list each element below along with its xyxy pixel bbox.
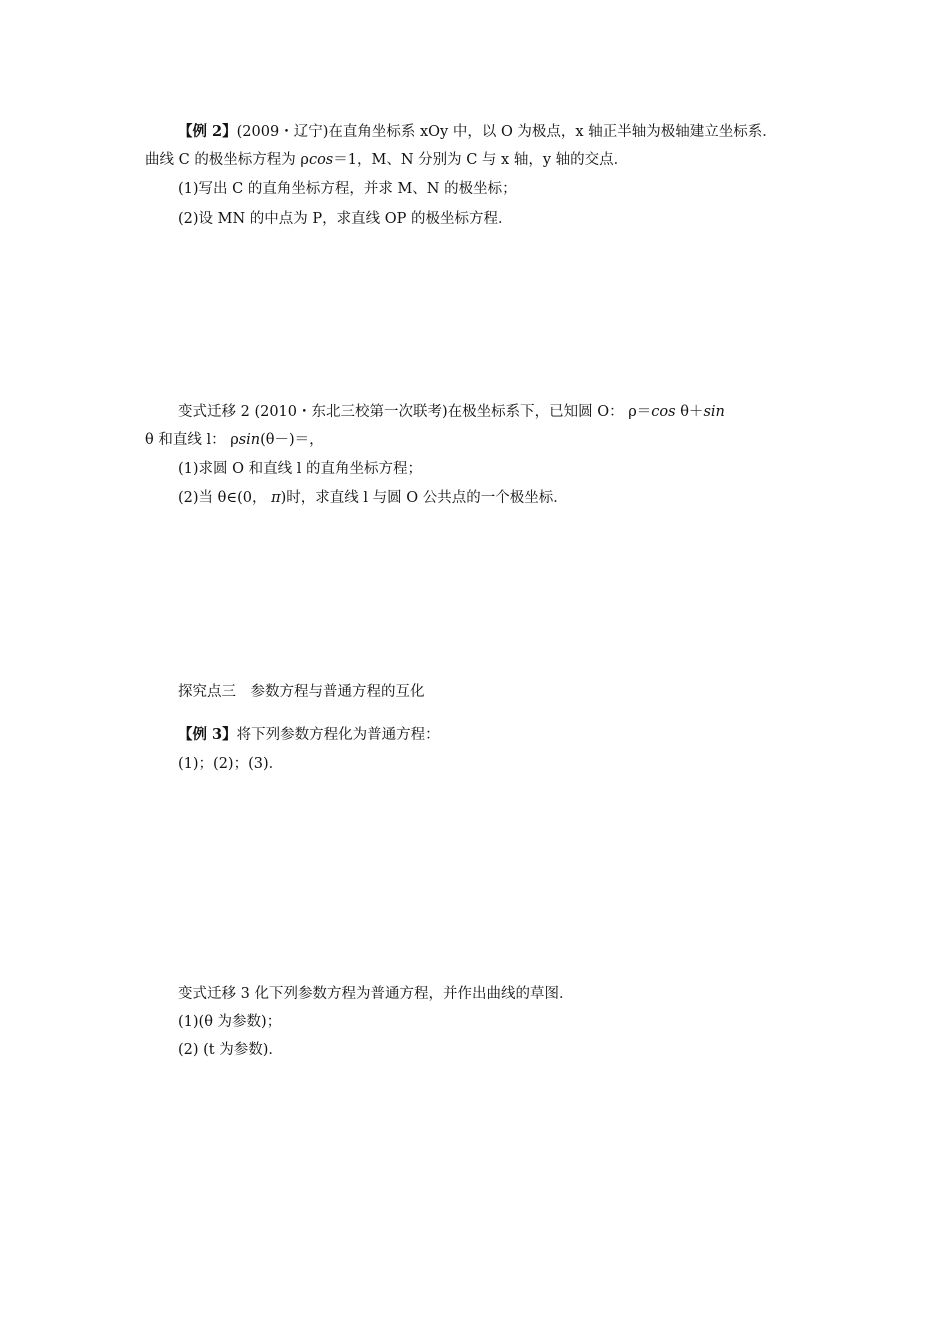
variant2-sin: sin	[703, 404, 725, 420]
variant3-question2: (2) (t 为参数)．	[178, 1042, 283, 1058]
variant3-line1: 变式迁移 3 化下列参数方程为普通方程，并作出曲线的草图．	[178, 986, 574, 1002]
example2-cos: cos	[308, 152, 334, 168]
example2-question1: (1)写出 C 的直角坐标方程，并求 M、N 的极坐标；	[178, 181, 517, 197]
example3-text: 将下列参数方程化为普通方程：	[236, 727, 440, 743]
variant2-question1: (1)求圆 O 和直线 l 的直角坐标方程；	[178, 461, 422, 477]
example3-items: (1)；(2)；(3)．	[178, 756, 284, 772]
example2-tag: 【例 2】	[178, 123, 237, 140]
variant2-line2-b: (θ－)＝，	[260, 432, 324, 448]
variant2-line1-a: 变式迁移 2 (2010・东北三校第一次联考)在极坐标系下，已知圆 O： ρ＝	[178, 404, 652, 420]
section3-title: 探究点三 参数方程与普通方程的互化	[178, 684, 425, 700]
example2-text-line1: (2009・辽宁)在直角坐标系 xOy 中，以 O 为极点，x 轴正半轴为极轴建立坐标系．	[236, 124, 777, 140]
example3-line1	[178, 725, 440, 745]
variant2-pi: π	[271, 490, 281, 506]
example2-question2: (2)设 MN 的中点为 P，求直线 OP 的极坐标方程．	[178, 211, 513, 227]
example2-line1	[178, 122, 777, 142]
variant2-question2	[178, 488, 568, 508]
variant2-cos: cos	[651, 404, 676, 420]
variant2-line2-a: θ 和直线 l： ρ	[145, 432, 239, 448]
variant2-line1	[178, 402, 725, 422]
example2-line2-a: 曲线 C 的极坐标方程为 ρ	[145, 152, 309, 168]
variant2-line1-b: θ＋	[675, 404, 704, 420]
variant2-line2-sin: sin	[238, 432, 261, 448]
variant2-q2-b: )时，求直线 l 与圆 O 公共点的一个极坐标．	[280, 490, 568, 506]
example3-tag: 【例 3】	[178, 726, 237, 743]
example2-line2	[145, 150, 628, 170]
example2-line2-b: ＝1，M、N 分别为 C 与 x 轴，y 轴的交点．	[333, 152, 629, 168]
variant2-line2	[145, 430, 324, 450]
variant3-question1: (1)(θ 为参数)；	[178, 1014, 282, 1030]
variant2-q2-a: (2)当 θ∈(0，	[178, 490, 272, 506]
